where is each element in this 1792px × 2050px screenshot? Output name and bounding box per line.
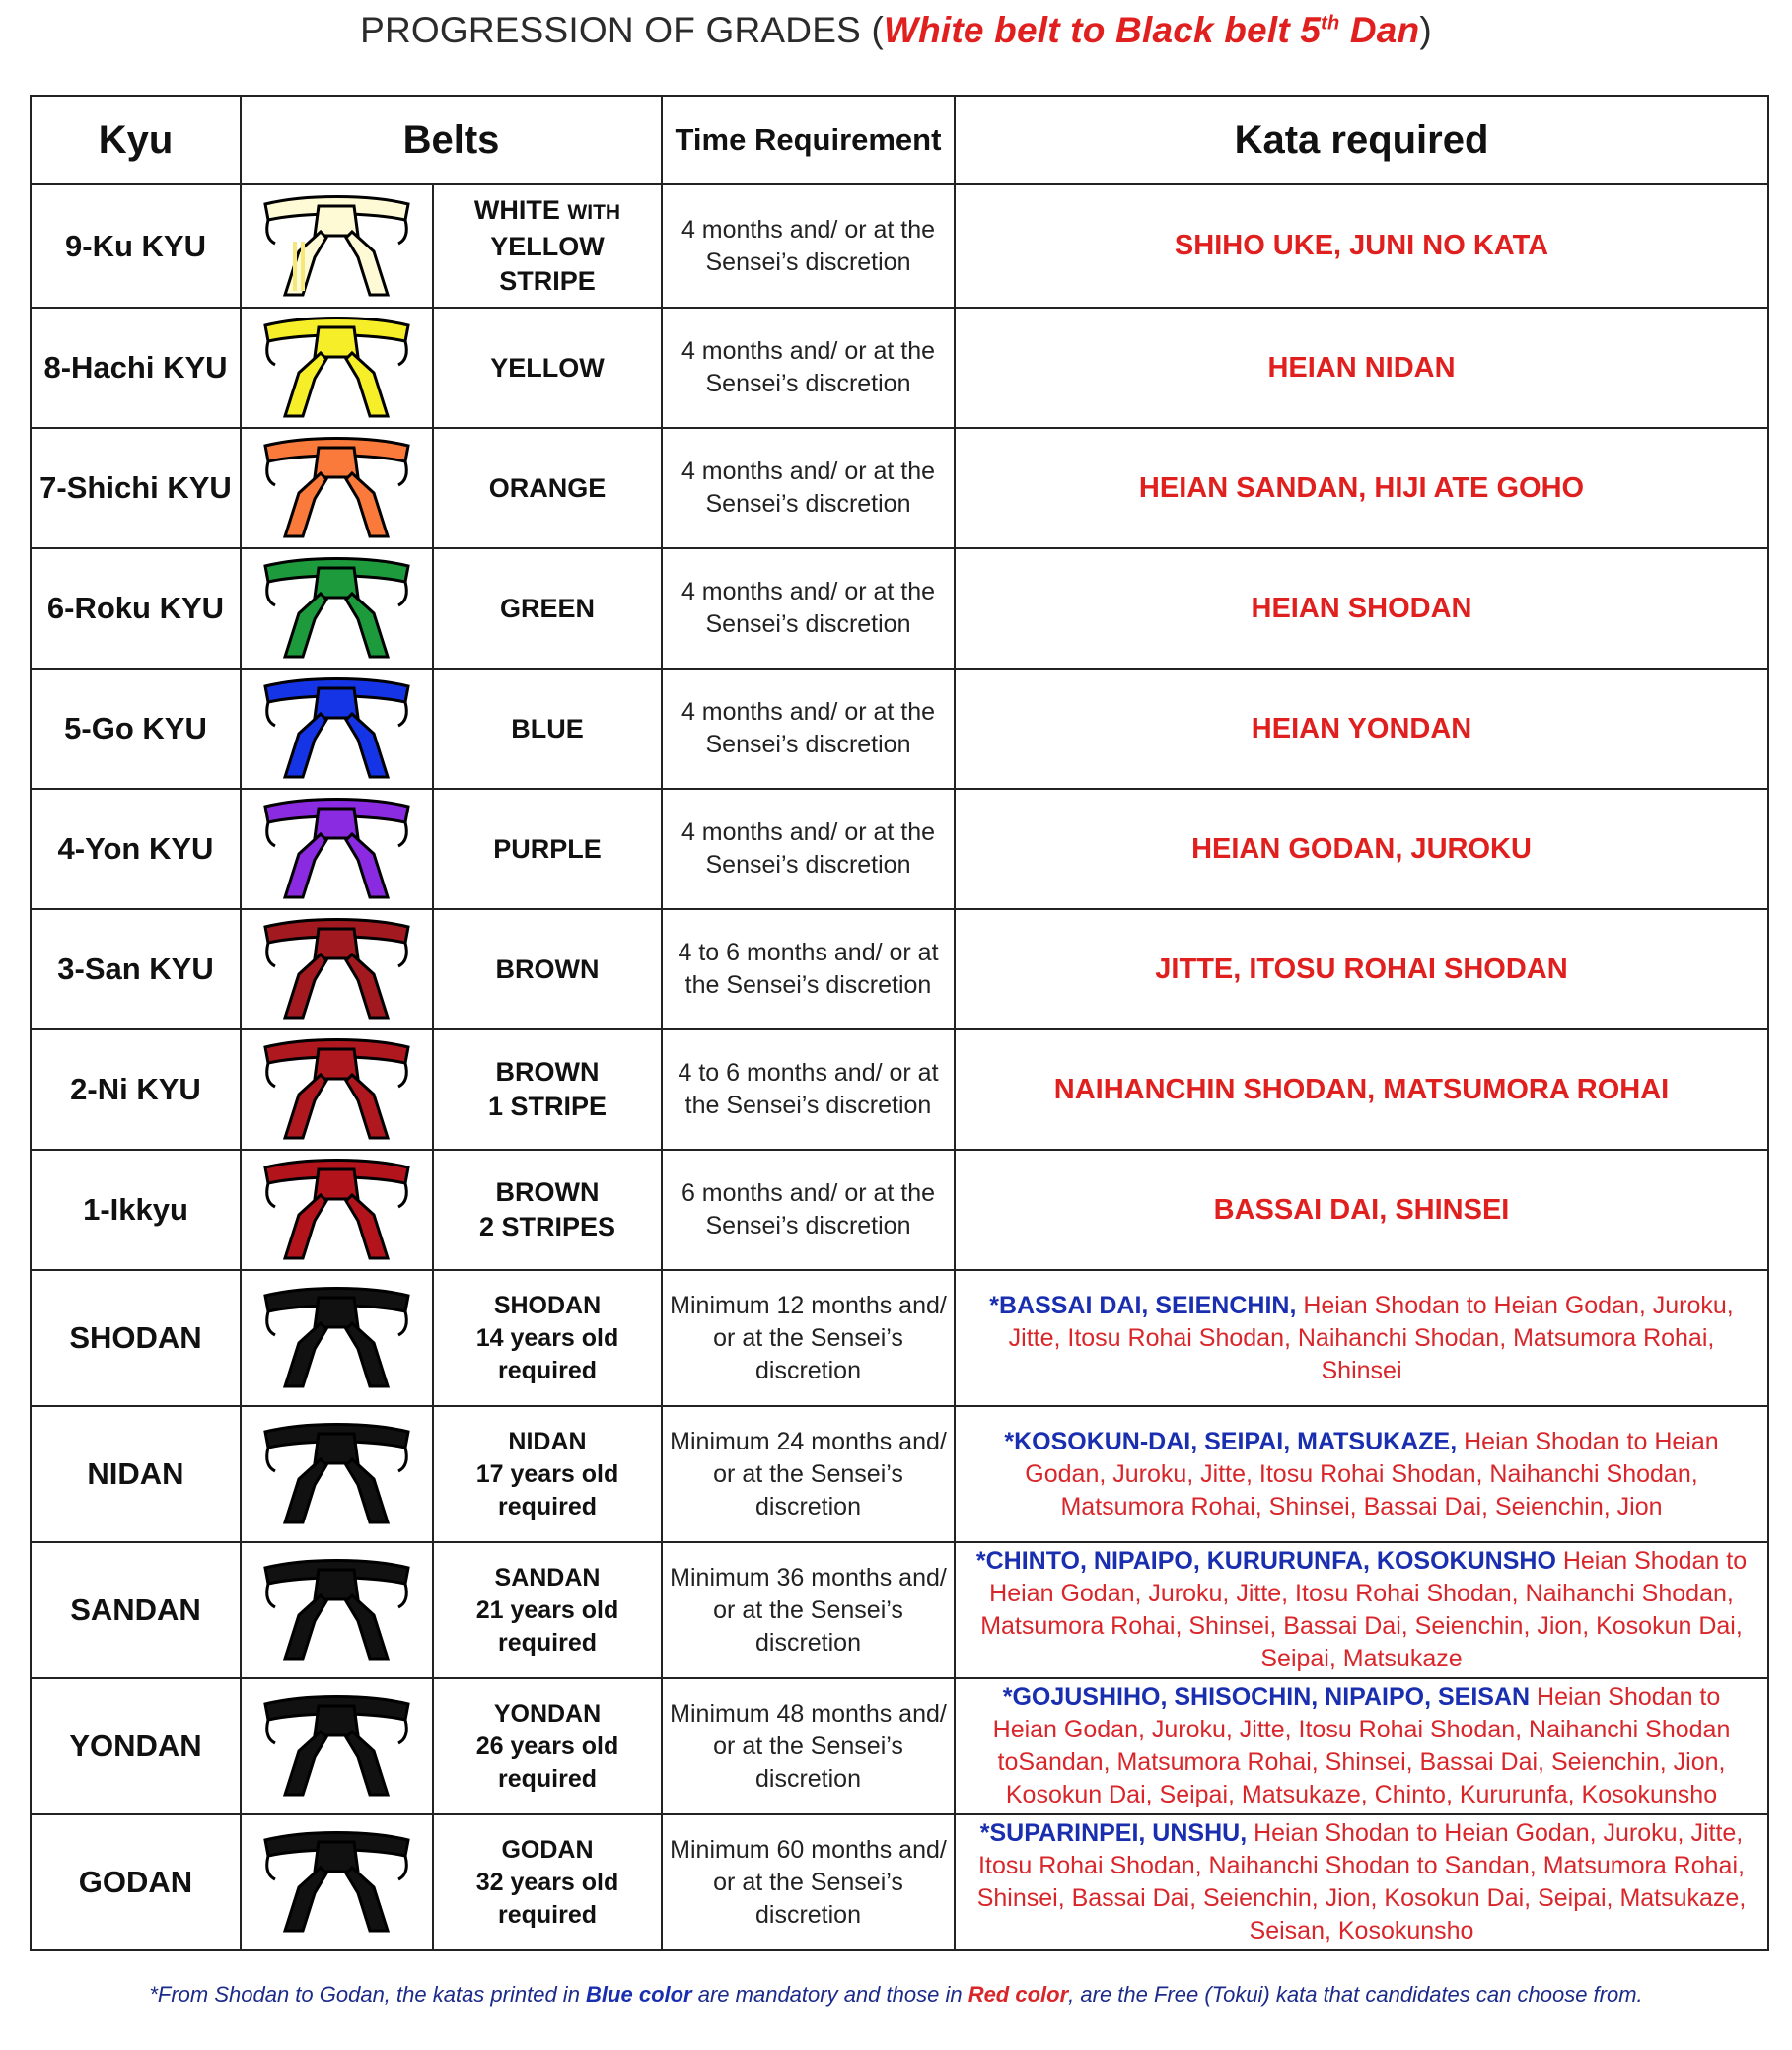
belt-image (241, 1678, 433, 1814)
grade-name: 6-Roku KYU (31, 548, 241, 669)
time-requirement: Minimum 24 months and/ or at the Sensei’s discretion (662, 1406, 955, 1542)
header-kyu: Kyu (31, 96, 241, 184)
table-row (31, 789, 1768, 909)
table-row (31, 184, 1768, 308)
belt-image (241, 1542, 433, 1678)
kata-required: JITTE, ITOSU ROHAI SHODAN (955, 909, 1768, 1029)
karate-belt-icon (255, 795, 418, 903)
karate-belt-icon (255, 192, 418, 301)
page-title: PROGRESSION OF GRADES (White belt to Black belt 5th Dan) (360, 10, 1432, 50)
belt-name: PURPLE (433, 789, 662, 909)
belt-image (241, 1029, 433, 1150)
grade-name: 8-Hachi KYU (31, 308, 241, 428)
table-row (31, 1814, 1768, 1950)
time-requirement: Minimum 36 months and/ or at the Sensei’s discretion (662, 1542, 955, 1678)
table-row (31, 308, 1768, 428)
karate-belt-icon (255, 1828, 418, 1937)
table-row (31, 1678, 1768, 1814)
karate-belt-icon (255, 1284, 418, 1392)
header-time: Time Requirement (662, 96, 955, 184)
karate-belt-icon (255, 1556, 418, 1664)
belt-image (241, 428, 433, 548)
grade-name: NIDAN (31, 1406, 241, 1542)
karate-belt-icon (255, 1035, 418, 1144)
time-requirement: 4 months and/ or at the Sensei’s discretion (662, 184, 955, 308)
belt-name: NIDAN 17 years old required (433, 1406, 662, 1542)
belt-name: ORANGE (433, 428, 662, 548)
kata-required: *SUPARINPEI, UNSHU, Heian Shodan to Heian Godan, Juroku, Jitte, Itosu Rohai Shodan, Naihanchi Shodan to Sandan, Matsumora Rohai, Shinsei, Bassai Dai, Seienchin, Jion, Kosokun Dai, Seipai, Matsukaze, Seisan, Kosokunsho (955, 1814, 1768, 1950)
karate-belt-icon (255, 554, 418, 663)
grade-name: SANDAN (31, 1542, 241, 1678)
grade-name: 9-Ku KYU (31, 184, 241, 308)
belt-image (241, 789, 433, 909)
header-kata: Kata required (955, 96, 1768, 184)
karate-belt-icon (255, 674, 418, 783)
kata-required: HEIAN GODAN, JUROKU (955, 789, 1768, 909)
belt-name: YELLOW (433, 308, 662, 428)
belt-image (241, 1406, 433, 1542)
belt-name: BROWN 1 STRIPE (433, 1029, 662, 1150)
kata-required: *KOSOKUN-DAI, SEIPAI, MATSUKAZE, Heian Shodan to Heian Godan, Juroku, Jitte, Itosu Rohai Shodan, Naihanchi Shodan, Matsumora Rohai, Shinsei, Bassai Dai, Seienchin, Jion (955, 1406, 1768, 1542)
belt-image (241, 184, 433, 308)
kata-required: *GOJUSHIHO, SHISOCHIN, NIPAIPO, SEISAN Heian Shodan to Heian Godan, Juroku, Jitte, Itosu Rohai Shodan, Naihanchi Shodan toSandan, Matsumora Rohai, Shinsei, Bassai Dai, Seienchin, Jion, Kosokun Dai, Seipai, Matsukaze, Chinto, Kururunfa, Kosokunsho (955, 1678, 1768, 1814)
belt-image (241, 1150, 433, 1270)
belt-image (241, 1814, 433, 1950)
time-requirement: 4 months and/ or at the Sensei’s discretion (662, 669, 955, 789)
table-row (31, 428, 1768, 548)
karate-belt-icon (255, 314, 418, 422)
belt-name: SHODAN 14 years old required (433, 1270, 662, 1406)
belt-name: GREEN (433, 548, 662, 669)
karate-belt-icon (255, 915, 418, 1024)
grade-name: 2-Ni KYU (31, 1029, 241, 1150)
time-requirement: Minimum 60 months and/ or at the Sensei’s discretion (662, 1814, 955, 1950)
grade-name: GODAN (31, 1814, 241, 1950)
belt-name: GODAN 32 years old required (433, 1814, 662, 1950)
grade-name: 4-Yon KYU (31, 789, 241, 909)
grade-name: YONDAN (31, 1678, 241, 1814)
time-requirement: 4 months and/ or at the Sensei’s discretion (662, 308, 955, 428)
table-row (31, 669, 1768, 789)
karate-belt-icon (255, 1420, 418, 1528)
belt-name: BROWN 2 STRIPES (433, 1150, 662, 1270)
belt-image (241, 669, 433, 789)
belt-image (241, 308, 433, 428)
table-row (31, 909, 1768, 1029)
time-requirement: Minimum 12 months and/ or at the Sensei’s discretion (662, 1270, 955, 1406)
grade-name: SHODAN (31, 1270, 241, 1406)
karate-belt-icon (255, 1156, 418, 1264)
time-requirement: 4 months and/ or at the Sensei’s discretion (662, 789, 955, 909)
table-row (31, 1270, 1768, 1406)
table-row (31, 1542, 1768, 1678)
table-row (31, 1406, 1768, 1542)
karate-belt-icon (255, 1692, 418, 1801)
time-requirement: 4 to 6 months and/ or at the Sensei’s discretion (662, 909, 955, 1029)
kata-required: *CHINTO, NIPAIPO, KURURUNFA, KOSOKUNSHO Heian Shodan to Heian Godan, Juroku, Jitte, Itosu Rohai Shodan, Naihanchi Shodan, Matsumora Rohai, Shinsei, Bassai Dai, Seienchin, Jion, Kosokun Dai, Seipai, Matsukaze (955, 1542, 1768, 1678)
belt-image (241, 1270, 433, 1406)
belt-name: WHITE WITH YELLOW STRIPE (433, 184, 662, 308)
table-row (31, 1029, 1768, 1150)
kata-required: SHIHO UKE, JUNI NO KATA (955, 184, 1768, 308)
belt-image (241, 548, 433, 669)
belt-name: YONDAN 26 years old required (433, 1678, 662, 1814)
table-row (31, 548, 1768, 669)
kata-required: HEIAN SANDAN, HIJI ATE GOHO (955, 428, 1768, 548)
karate-belt-icon (255, 434, 418, 542)
time-requirement: Minimum 48 months and/ or at the Sensei’s discretion (662, 1678, 955, 1814)
belt-name: BLUE (433, 669, 662, 789)
header-row (31, 96, 1768, 184)
grade-name: 5-Go KYU (31, 669, 241, 789)
footnote: *From Shodan to Godan, the katas printed in Blue color are mandatory and those in Red color, are the Free (Tokui) kata that candidates can choose from. (149, 1982, 1643, 2007)
kata-required: HEIAN SHODAN (955, 548, 1768, 669)
kata-required: NAIHANCHIN SHODAN, MATSUMORA ROHAI (955, 1029, 1768, 1150)
kata-required: HEIAN NIDAN (955, 308, 1768, 428)
belt-name: SANDAN 21 years old required (433, 1542, 662, 1678)
grade-name: 3-San KYU (31, 909, 241, 1029)
kata-required: BASSAI DAI, SHINSEI (955, 1150, 1768, 1270)
grade-name: 7-Shichi KYU (31, 428, 241, 548)
kata-required: *BASSAI DAI, SEIENCHIN, Heian Shodan to Heian Godan, Juroku, Jitte, Itosu Rohai Shodan, Naihanchi Shodan, Matsumora Rohai, Shinsei (955, 1270, 1768, 1406)
grades-table (30, 95, 1769, 1951)
time-requirement: 4 to 6 months and/ or at the Sensei’s discretion (662, 1029, 955, 1150)
grade-name: 1-Ikkyu (31, 1150, 241, 1270)
table-row (31, 1150, 1768, 1270)
header-belts: Belts (241, 96, 662, 184)
time-requirement: 6 months and/ or at the Sensei’s discretion (662, 1150, 955, 1270)
time-requirement: 4 months and/ or at the Sensei’s discretion (662, 548, 955, 669)
belt-image (241, 909, 433, 1029)
belt-name: BROWN (433, 909, 662, 1029)
kata-required: HEIAN YONDAN (955, 669, 1768, 789)
time-requirement: 4 months and/ or at the Sensei’s discretion (662, 428, 955, 548)
